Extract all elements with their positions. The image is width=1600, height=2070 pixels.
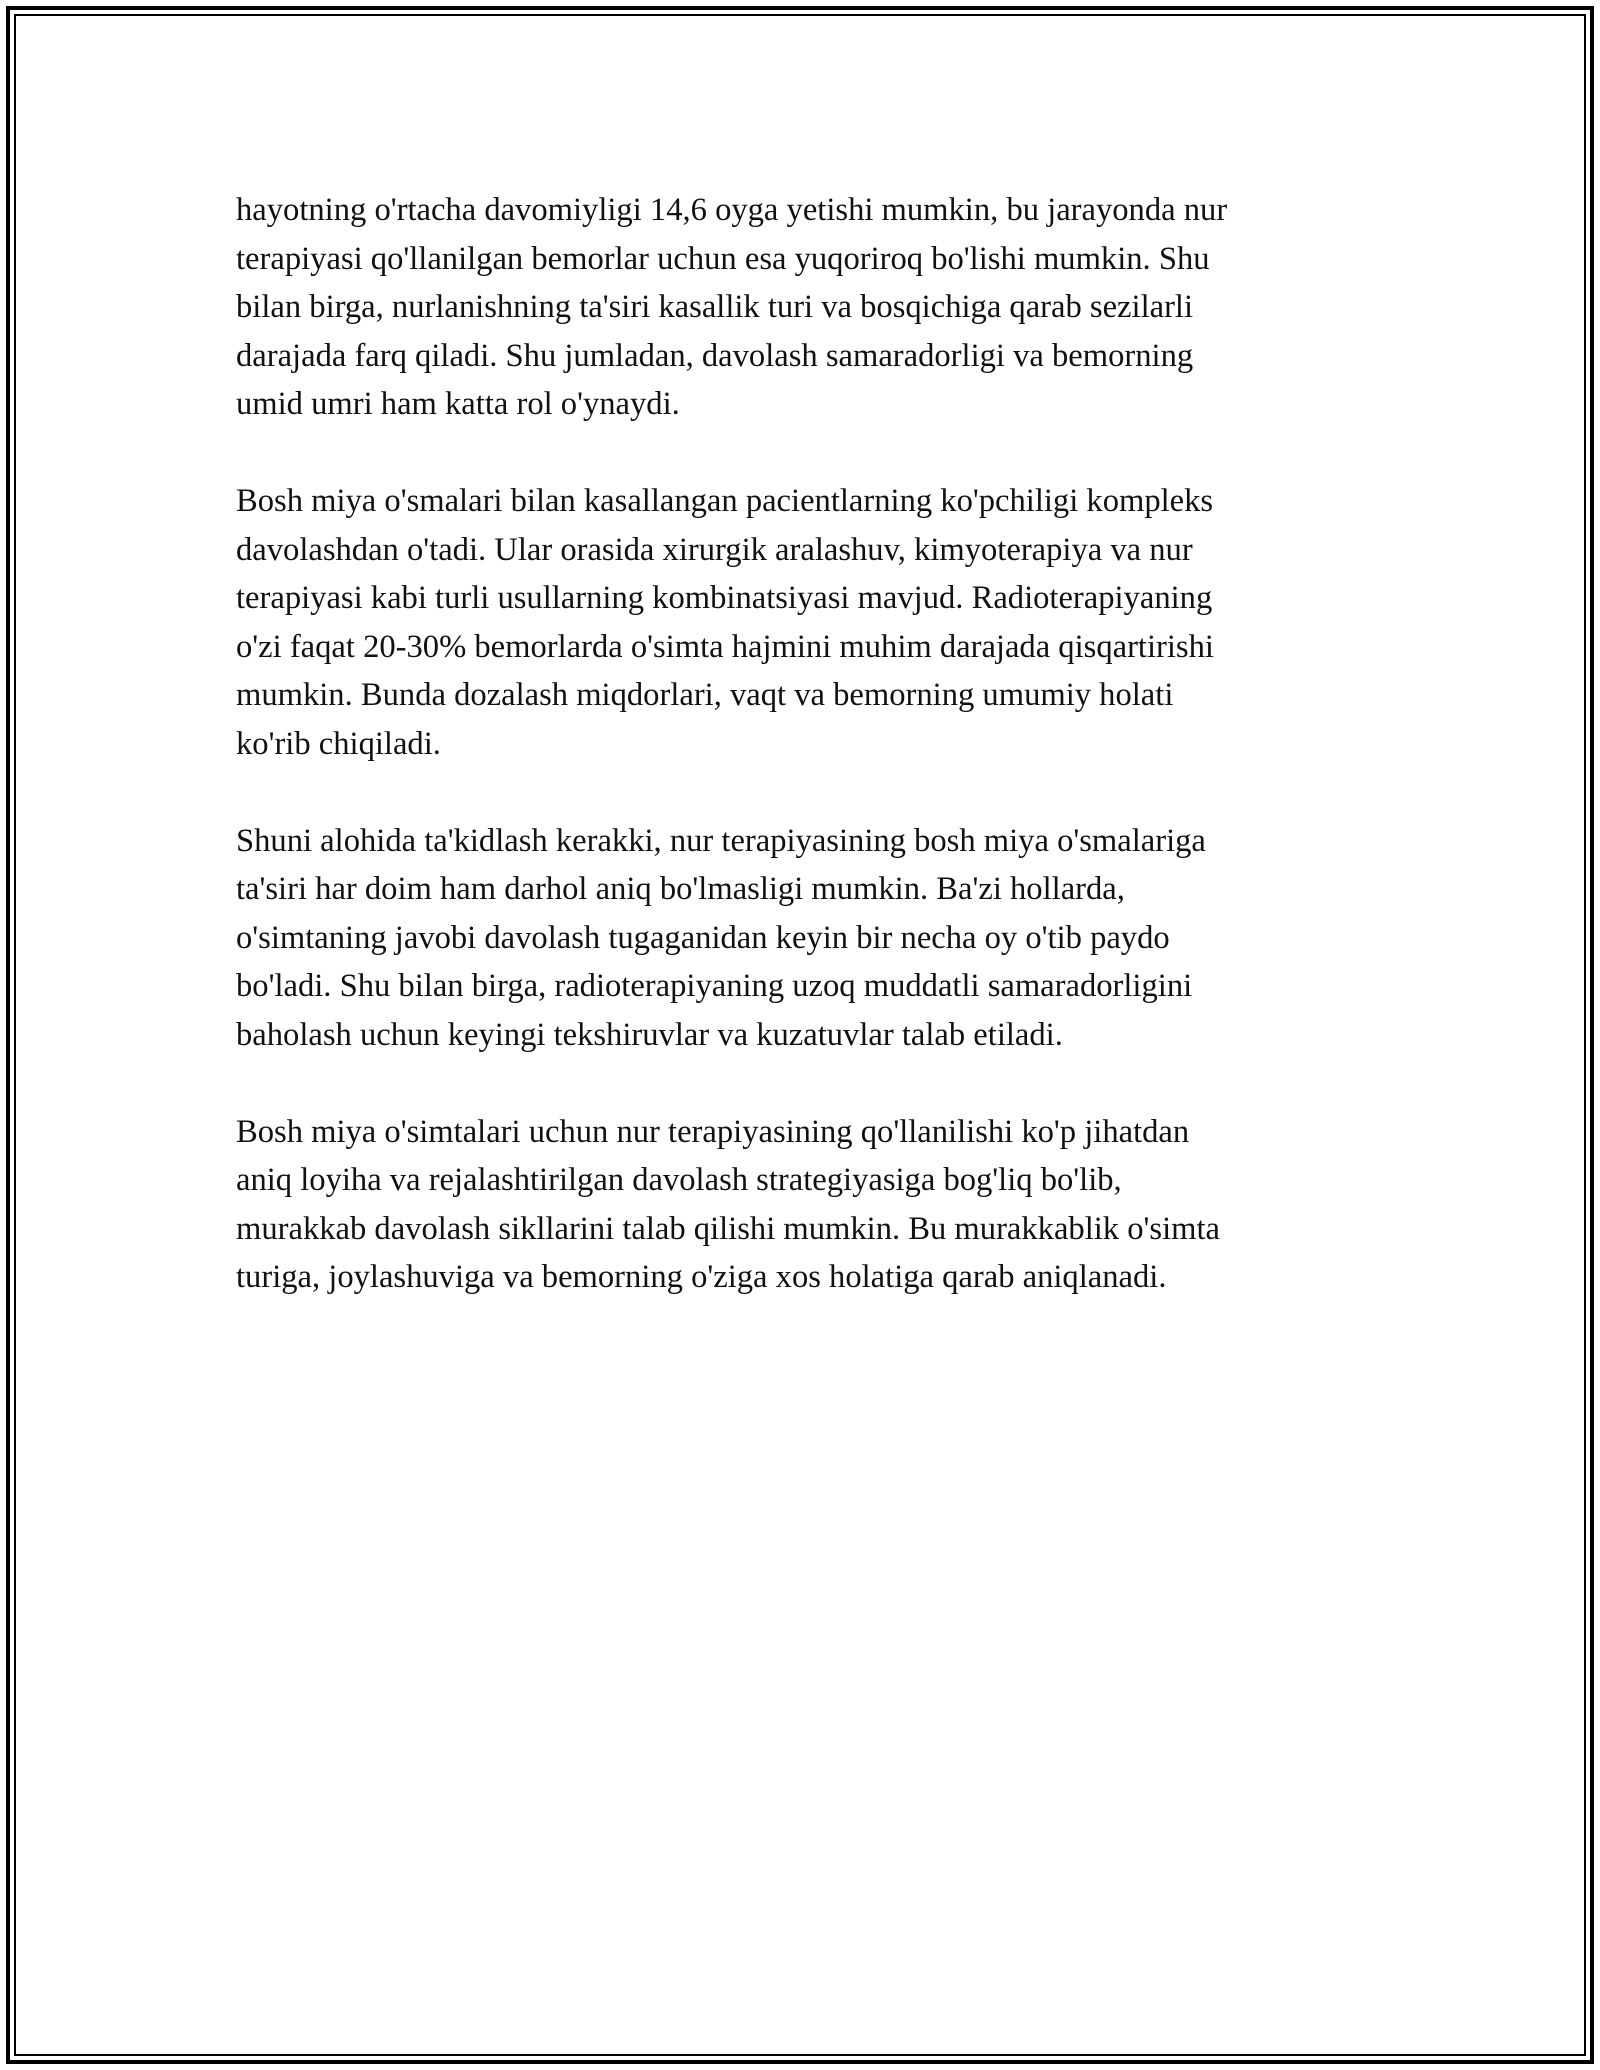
paragraph-3: Shuni alohida ta'kidlash kerakki, nur terapiyasining bosh miya o'smalariga ta'siri har doim ham darhol aniq bo'lmasligi mumkin. Ba'zi hollarda, o'simtaning javobi davolash tugaganidan keyin bir necha oy o'tib paydo bo'ladi. Shu bilan birga, radioterapiyaning uzoq muddatli samaradorligini baholash uchun keyingi tekshiruvlar va kuzatuvlar talab etiladi. [236, 822, 1206, 1053]
paragraph-4: Bosh miya o'simtalari uchun nur terapiyasining qo'llanilishi ko'p jihatdan aniq loyiha va rejalashtirilgan davolash strategiyasiga bog'liq bo'lib, murakkab davolash sikllarini talab qilishi mumkin. Bu murakkablik o'simta turiga, joylashuviga va bemorning o'ziga xos holatiga qarab aniqlanadi. [236, 1113, 1220, 1295]
document-body [236, 186, 1366, 1302]
paragraph-2: Bosh miya o'smalari bilan kasallangan pacientlarning ko'pchiligi kompleks davolashdan o'tadi. Ular orasida xirurgik aralashuv, kimyoterapiya va nur terapiyasi kabi turli usullarning kombinatsiyasi mavjud. Radioterapiyaning o'zi faqat 20-30% bemorlarda o'simta hajmini muhim darajada qisqartirishi mumkin. Bunda dozalash miqdorlari, vaqt va bemorning umumiy holati ko'rib chiqiladi. [236, 483, 1214, 762]
paragraph-1: hayotning o'rtacha davomiyligi 14,6 oyga yetishi mumkin, bu jarayonda nur terapiyasi qo'llanilgan bemorlar uchun esa yuqoriroq bo'lishi mumkin. Shu bilan birga, nurlanishning ta'siri kasallik turi va bosqichiga qarab sezilarli darajada farq qiladi. Shu jumladan, davolash samaradorligi va bemorning umid umri ham katta rol o'ynaydi. [236, 192, 1228, 422]
